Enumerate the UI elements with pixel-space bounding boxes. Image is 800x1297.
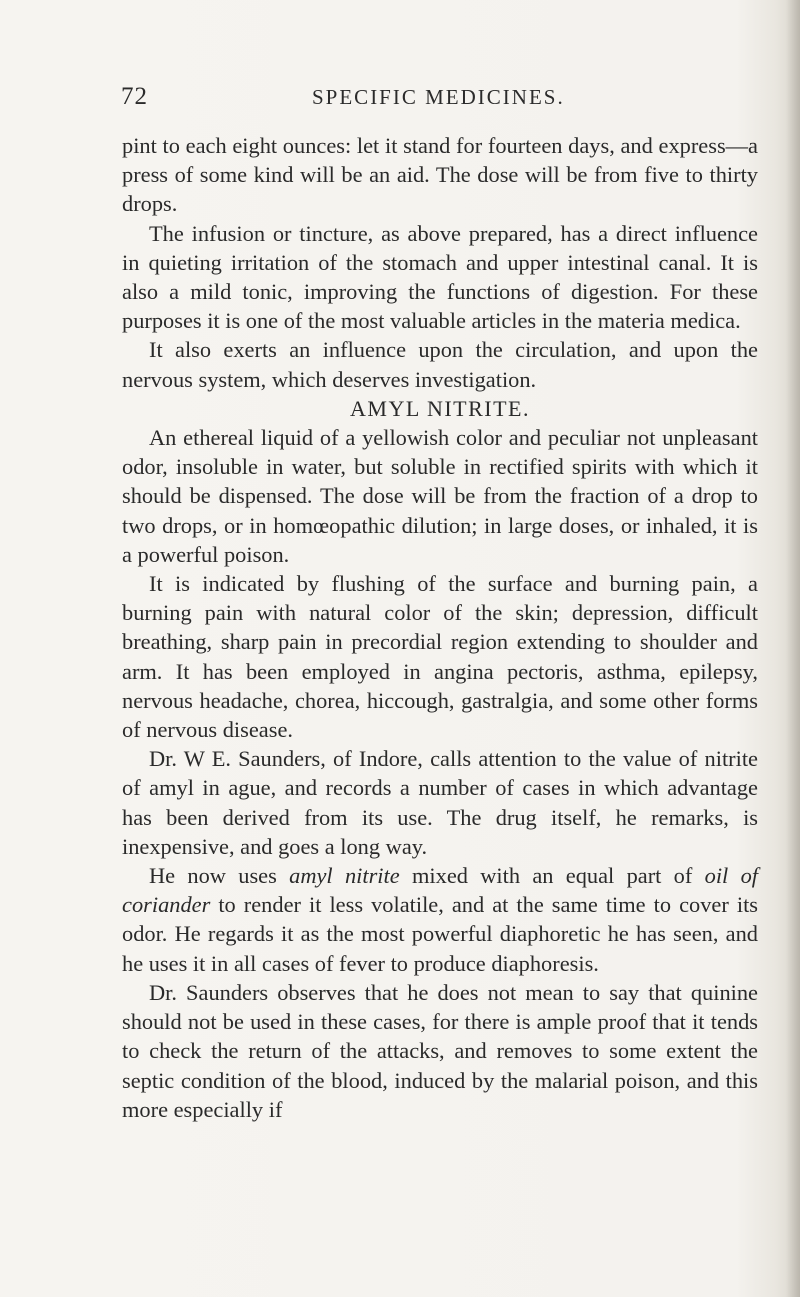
text-segment: mixed with an equal part of <box>399 863 705 889</box>
body-text <box>122 131 758 1124</box>
page-edge-shadow <box>786 0 800 1297</box>
italic-term-oil-of-coriander: oil of coriander <box>122 863 758 918</box>
section-title: AMYL NITRITE. <box>350 395 530 421</box>
page-header <box>121 83 721 113</box>
paragraph-infusion-effects: The infusion or tincture, as above prepared, has a direct influence in quieting irritation of the stomach and upper intestinal canal. It is also a mild tonic, improving the functions of digestion. For these purposes it is one of the most valuable articles in the materia medica. <box>122 220 758 334</box>
paragraph-saunders-ague: Dr. W E. Saunders, of Indore, calls attention to the value of nitrite of amyl in ague, and records a number of cases in which advantage has been derived from its use. The drug itself, he remarks, is inexpensive, and goes a long way. <box>122 746 758 859</box>
text-segment: to render it less volatile, and at the same time to cover its odor. He regards it as the most powerful diaphoretic he has seen, and he uses it in all cases of fever to produce diaphoresis. <box>122 892 758 976</box>
page-number: 72 <box>121 83 148 110</box>
text-segment: He now uses <box>149 863 290 889</box>
paragraph-description: An ethereal liquid of a yellowish color and peculiar not unpleasant odor, insoluble in water, but soluble in rectified spirits with which it should be dispensed. The dose will be from the fraction of a drop to two drops, or in homœopathic dilution; in large doses, or inhaled, it is a powerful poison. <box>122 425 758 567</box>
paragraph-quinine: Dr. Saunders observes that he does not mean to say that quinine should not be used in these cases, for there is ample proof that it tends to check the return of the attacks, and removes to some extent the septic condition of the blood, induced by the malarial poison, and this more especially if <box>122 979 758 1122</box>
paragraph-coriander <box>122 861 758 978</box>
paragraph-continuation: pint to each eight ounces: let it stand for fourteen days, and express—a press of some kind will be an aid. The dose will be from five to thirty drops. <box>122 133 758 217</box>
italic-term-amyl-nitrite: amyl nitrite <box>289 863 400 889</box>
paragraph-indications: It is indicated by flushing of the surface and burning pain, a burning pain with natural color of the skin; depression, difficult breathing, sharp pain in precordial region extending to shoulder and arm. It has been employed in angina pectoris, asthma, epilepsy, nervous headache, chorea, hiccough, gastralgia, and some other forms of nervous disease. <box>122 571 758 743</box>
running-head: SPECIFIC MEDICINES. <box>312 85 565 109</box>
paragraph-circulation: It also exerts an influence upon the circulation, and upon the nervous system, which deserves investigation. <box>122 337 758 392</box>
